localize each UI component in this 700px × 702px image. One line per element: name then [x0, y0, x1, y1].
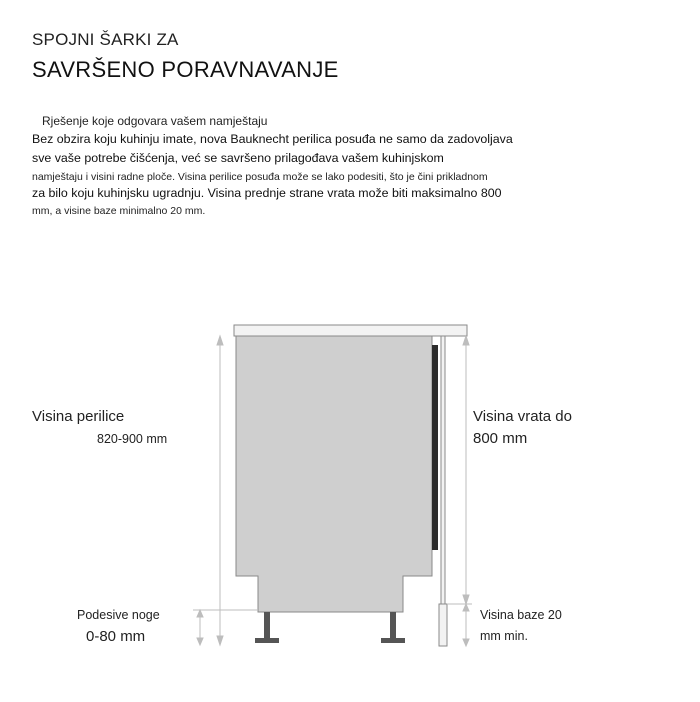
door-height-dimension: [463, 336, 469, 604]
base-height-label: Visina baze 20: [480, 608, 562, 622]
door-panel: [441, 336, 445, 604]
appliance-height-dimension: [217, 336, 223, 645]
feet-dimension: [193, 610, 258, 645]
appliance-height-label: Visina perilice: [32, 408, 125, 425]
feet-left: [255, 612, 279, 643]
base-height-dimension: [447, 604, 472, 646]
intro-line-1: Bez obzira koju kuhinju imate, nova Bauknecht perilica posuđa ne samo da zadovoljava: [32, 132, 513, 146]
feet-label: Podesive noge: [77, 608, 160, 622]
dishwasher-body: [236, 336, 432, 612]
countertop: [234, 325, 467, 336]
door-edge: [432, 345, 438, 550]
base-plinth: [439, 604, 447, 646]
intro-line-4: za bilo koju kuhinjsku ugradnju. Visina prednje strane vrata može biti maksimalno 800: [32, 186, 502, 200]
feet-right: [381, 612, 405, 643]
page-subheading: SPOJNI ŠARKI ZA: [32, 30, 179, 49]
intro-subtitle: Rješenje koje odgovara vašem namještaju: [42, 114, 268, 128]
intro-line-3: namještaju i visini radne ploče. Visina perilice posuđa može se lako podesiti, što je čini prikladnom: [32, 171, 488, 183]
feet-value: 0-80 mm: [86, 628, 146, 645]
intro-line-5: mm, a visine baze minimalno 20 mm.: [32, 205, 206, 217]
appliance-height-value: 820-900 mm: [97, 432, 168, 446]
page-title: SAVRŠENO PORAVNAVANJE: [32, 57, 339, 82]
base-height-value: mm min.: [480, 629, 528, 643]
door-height-value: 800 mm: [473, 430, 528, 447]
door-height-label: Visina vrata do: [473, 408, 572, 425]
intro-line-2: sve vaše potrebe čišćenja, već se savršeno prilagođava vašem kuhinjskom: [32, 151, 444, 165]
